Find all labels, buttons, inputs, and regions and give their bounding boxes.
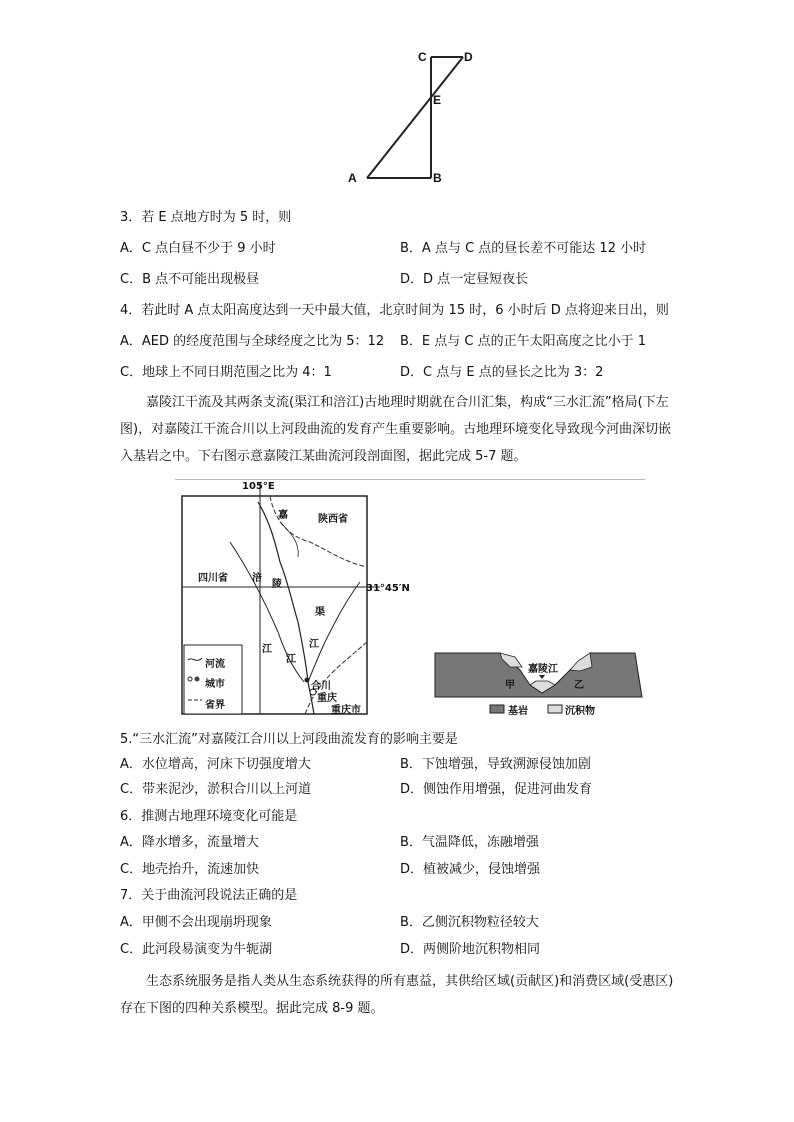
map-sichuan: 四川省 <box>198 573 228 584</box>
passage-2: 生态系统服务是指人类从生态系统获得的所有惠益，其供给区域(贡献区)和消费区域(受惠区)存在下图的四种关系模型。据此完成 8-9 题。 <box>120 974 674 1016</box>
passage-1: 嘉陵江干流及其两条支流(渠江和涪江)古地理时期就在合川汇集，构成“三水汇流”格局(下左图)，对嘉陵江干流合川以上河段曲流的发育产生重要影响。古地理环境变化导致现今河曲深切嵌入基岩之中。下右图示意嘉陵江某曲流河段剖面图，据此完成 5-7 题。 <box>120 395 672 464</box>
map-qu: 渠 <box>315 607 325 618</box>
map-shaanxi: 陕西省 <box>318 514 348 525</box>
map-hechuan: 合川 <box>311 681 331 692</box>
q5-option-d: D．侧蚀作用增强，促进河曲发育 <box>400 782 593 797</box>
q5-option-b: B．下蚀增强，导致溯源侵蚀加剧 <box>400 757 591 772</box>
label-E: E <box>433 93 442 107</box>
water-marker <box>539 675 545 679</box>
map-luo: 涪 <box>252 573 262 584</box>
legend-river: 河流 <box>205 659 225 670</box>
line-AD <box>367 57 463 178</box>
profile-legend-bedrock: 基岩 <box>508 706 528 717</box>
river-profile <box>430 645 650 715</box>
figure-divider <box>175 479 645 480</box>
profile-river: 嘉陵江 <box>528 664 558 675</box>
map-lon-label: 105°E <box>242 481 275 492</box>
map-chongqing-city: 重庆市 <box>331 705 361 716</box>
map-jia: 嘉 <box>278 510 288 521</box>
q5-stem: 5.“三水汇流”对嘉陵江合川以上河段曲流发育的影响主要是 <box>120 732 458 747</box>
q4-option-b: B．E 点与 C 点的正午太阳高度之比小于 1 <box>400 334 647 349</box>
q3-stem: 3．若 E 点地方时为 5 时，则 <box>120 210 292 225</box>
q6-stem: 6．推测古地理环境变化可能是 <box>120 809 298 824</box>
q6-option-b: B．气温降低，冻融增强 <box>400 835 539 850</box>
q5-option-a: A．水位增高，河床下切强度增大 <box>120 757 311 772</box>
q7-stem: 7．关于曲流河段说法正确的是 <box>120 888 298 903</box>
q3-option-a: A．C 点白昼不少于 9 小时 <box>120 241 276 256</box>
label-C: C <box>418 50 427 64</box>
q7-option-b: B．乙侧沉积物粒径较大 <box>400 915 539 930</box>
profile-legend-sediment: 沉积物 <box>565 706 595 717</box>
q4-option-c: C．地球上不同日期范围之比为 4：1 <box>120 365 332 380</box>
legend-city: 城市 <box>205 679 225 690</box>
label-A: A <box>348 171 357 185</box>
profile-left: 甲 <box>505 680 515 691</box>
q3-option-b: B．A 点与 C 点的昼长差不可能达 12 小时 <box>400 241 647 256</box>
q4-stem: 4．若此时 A 点太阳高度达到一天中最大值，北京时间为 15 时，6 小时后 D 点将迎来日出，则 <box>120 303 669 318</box>
city-hechuan <box>305 678 310 683</box>
right-terrace-sediment <box>570 653 592 671</box>
q4-option-d: D．C 点与 E 点的昼长之比为 3：2 <box>400 365 604 380</box>
map-jiang-2: 江 <box>309 639 319 650</box>
label-D: D <box>464 50 473 64</box>
map-jiang-1: 江 <box>262 644 272 655</box>
q5-option-c: C．带来泥沙，淤积合川以上河道 <box>120 782 312 797</box>
q3-option-d: D．D 点一定昼短夜长 <box>400 272 529 287</box>
q7-option-a: A．甲侧不会出现崩坍现象 <box>120 915 272 930</box>
q4-option-a: A．AED 的经度范围与全球经度之比为 5：12 <box>120 334 385 349</box>
map-jiang-3: 江 <box>286 654 296 665</box>
map-ling: 陵 <box>272 579 282 590</box>
profile-right: 乙 <box>574 680 584 691</box>
legend-boundary: 省界 <box>205 700 225 711</box>
q3-option-c: C．B 点不可能出现极昼 <box>120 272 260 287</box>
q6-option-c: C．地壳抬升，流速加快 <box>120 862 260 877</box>
map-chongqing: 重庆 <box>317 693 337 704</box>
geometry-figure <box>340 45 480 190</box>
q7-option-c: C．此河段易演变为牛轭湖 <box>120 942 273 957</box>
q6-option-a: A．降水增多，流量增大 <box>120 835 259 850</box>
q7-option-d: D．两侧阶地沉积物相同 <box>400 942 541 957</box>
label-B: B <box>433 171 442 185</box>
map-lat-label: 31°45′N <box>366 583 410 594</box>
q6-option-d: D．植被减少，侵蚀增强 <box>400 862 541 877</box>
